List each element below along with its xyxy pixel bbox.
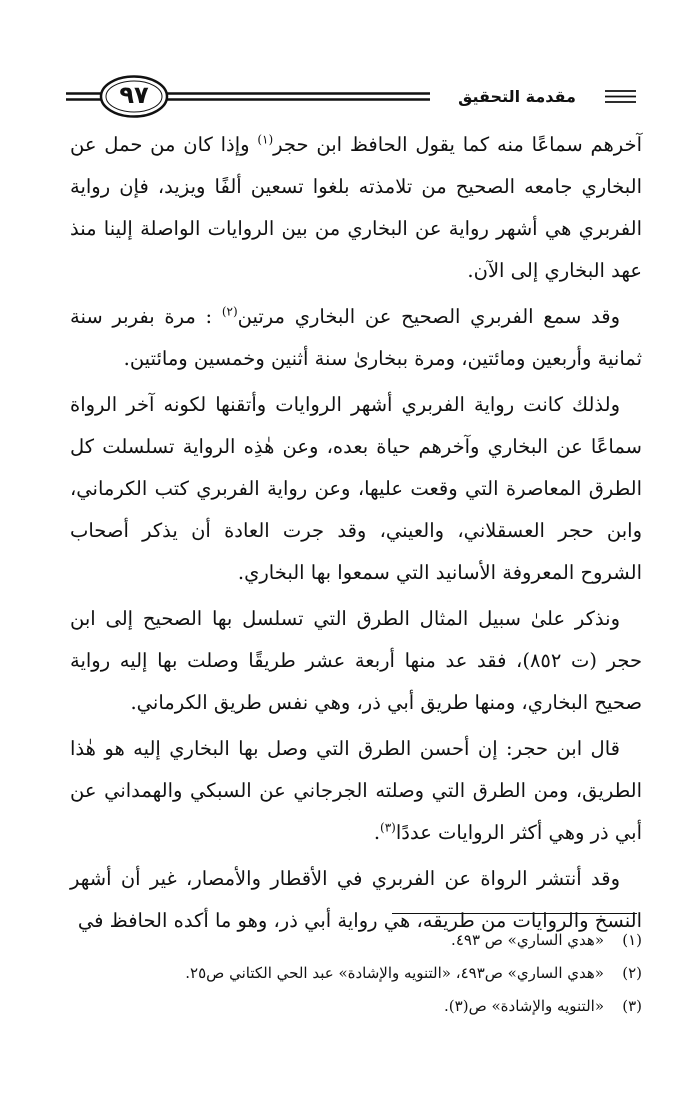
- footnote-text: «هدي الساري» ص ٤٩٣.: [451, 931, 604, 949]
- footnote-reference: (٣): [380, 820, 396, 835]
- page-number: ٩٧: [119, 81, 149, 109]
- footnote: [70, 957, 642, 990]
- footnotes: [70, 924, 642, 1023]
- paragraph: [70, 124, 642, 292]
- paragraph: [70, 728, 642, 854]
- paragraph-text: : مرة بفربر سنة ثمانية وأربعين ومائتين، ومرة ببخارىٰ سنة أثنين وخمسين ومائتين.: [70, 305, 642, 370]
- paragraph-text: وقد سمع الفربري الصحيح عن البخاري مرتين: [237, 305, 620, 328]
- paragraph-text: وقد أنتشر الرواة عن الفربري في الأقطار والأمصار، غير أن أشهر النسخ والروايات من طريقه، هي رواية أبي ذر، وهو ما أكده الحافظ في: [70, 867, 642, 932]
- running-title: مقدمة التحقيق: [458, 87, 576, 106]
- footnote: [70, 990, 642, 1023]
- page-header: [0, 0, 694, 130]
- footnote-reference: (٢): [221, 304, 238, 319]
- paragraph-text: آخرهم سماعًا منه كما يقول الحافظ ابن حجر: [273, 133, 643, 156]
- paragraph-text: قال ابن حجر: إن أحسن الطرق التي وصل بها البخاري إليه هو هٰذا الطريق، ومن الطرق التي وصلته الجرجاني عن السبكي والهمداني عن أبي ذر وهي أكثر الروايات عددًا: [70, 737, 642, 844]
- main-text: [70, 124, 642, 946]
- footnote-text: «هدي الساري» ص٤٩٣، «التنويه والإشادة» عبد الحي الكتاني ص٢٥.: [185, 964, 604, 982]
- footnote-number: (٣): [622, 997, 642, 1015]
- paragraph: [70, 384, 642, 594]
- footnote-number: (١): [622, 931, 642, 949]
- footnote: [70, 924, 642, 957]
- paragraph-text: وإذا كان من حمل عن البخاري جامعه الصحيح من تلامذته بلغوا تسعين ألفًا ويزيد، فإن رواية الفربري هي أشهر رواية عن البخاري من بين الروايات الواصلة إلينا منذ عهد البخاري إلى الآن.: [70, 133, 642, 282]
- footnote-number: (٢): [622, 964, 642, 982]
- paragraph-text: .: [373, 821, 381, 844]
- paragraph-text: ونذكر علىٰ سبيل المثال الطرق التي تسلسل بها الصحيح إلى ابن حجر (ت ٨٥٢)، فقد عد منها أربعة عشر طريقًا وصلت بها إليه رواية صحيح البخاري، ومنها طريق أبي ذر، وهي نفس طريق الكرماني.: [70, 607, 642, 714]
- paragraph-text: ولذلك كانت رواية الفربري أشهر الروايات وأتقنها لكونه آخر الرواة سماعًا عن البخاري وآخرهم حياة بعده، وعن هٰذِه الرواية تسلسلت كل الطرق المعاصرة التي وقعت عليها، وعن رواية الفربري كتب الكرماني، وابن حجر العسقلاني، والعيني، وقد جرت العادة أن يذكر أصحاب الشروح المعروفة الأسانيد التي سمعوا بها البخاري.: [70, 393, 642, 584]
- footnote-divider: [392, 913, 637, 914]
- paragraph: [70, 296, 642, 380]
- footnote-text: «التنويه والإشادة» ص(٣).: [444, 997, 604, 1015]
- footnote-reference: (١): [257, 132, 274, 147]
- paragraph: [70, 598, 642, 724]
